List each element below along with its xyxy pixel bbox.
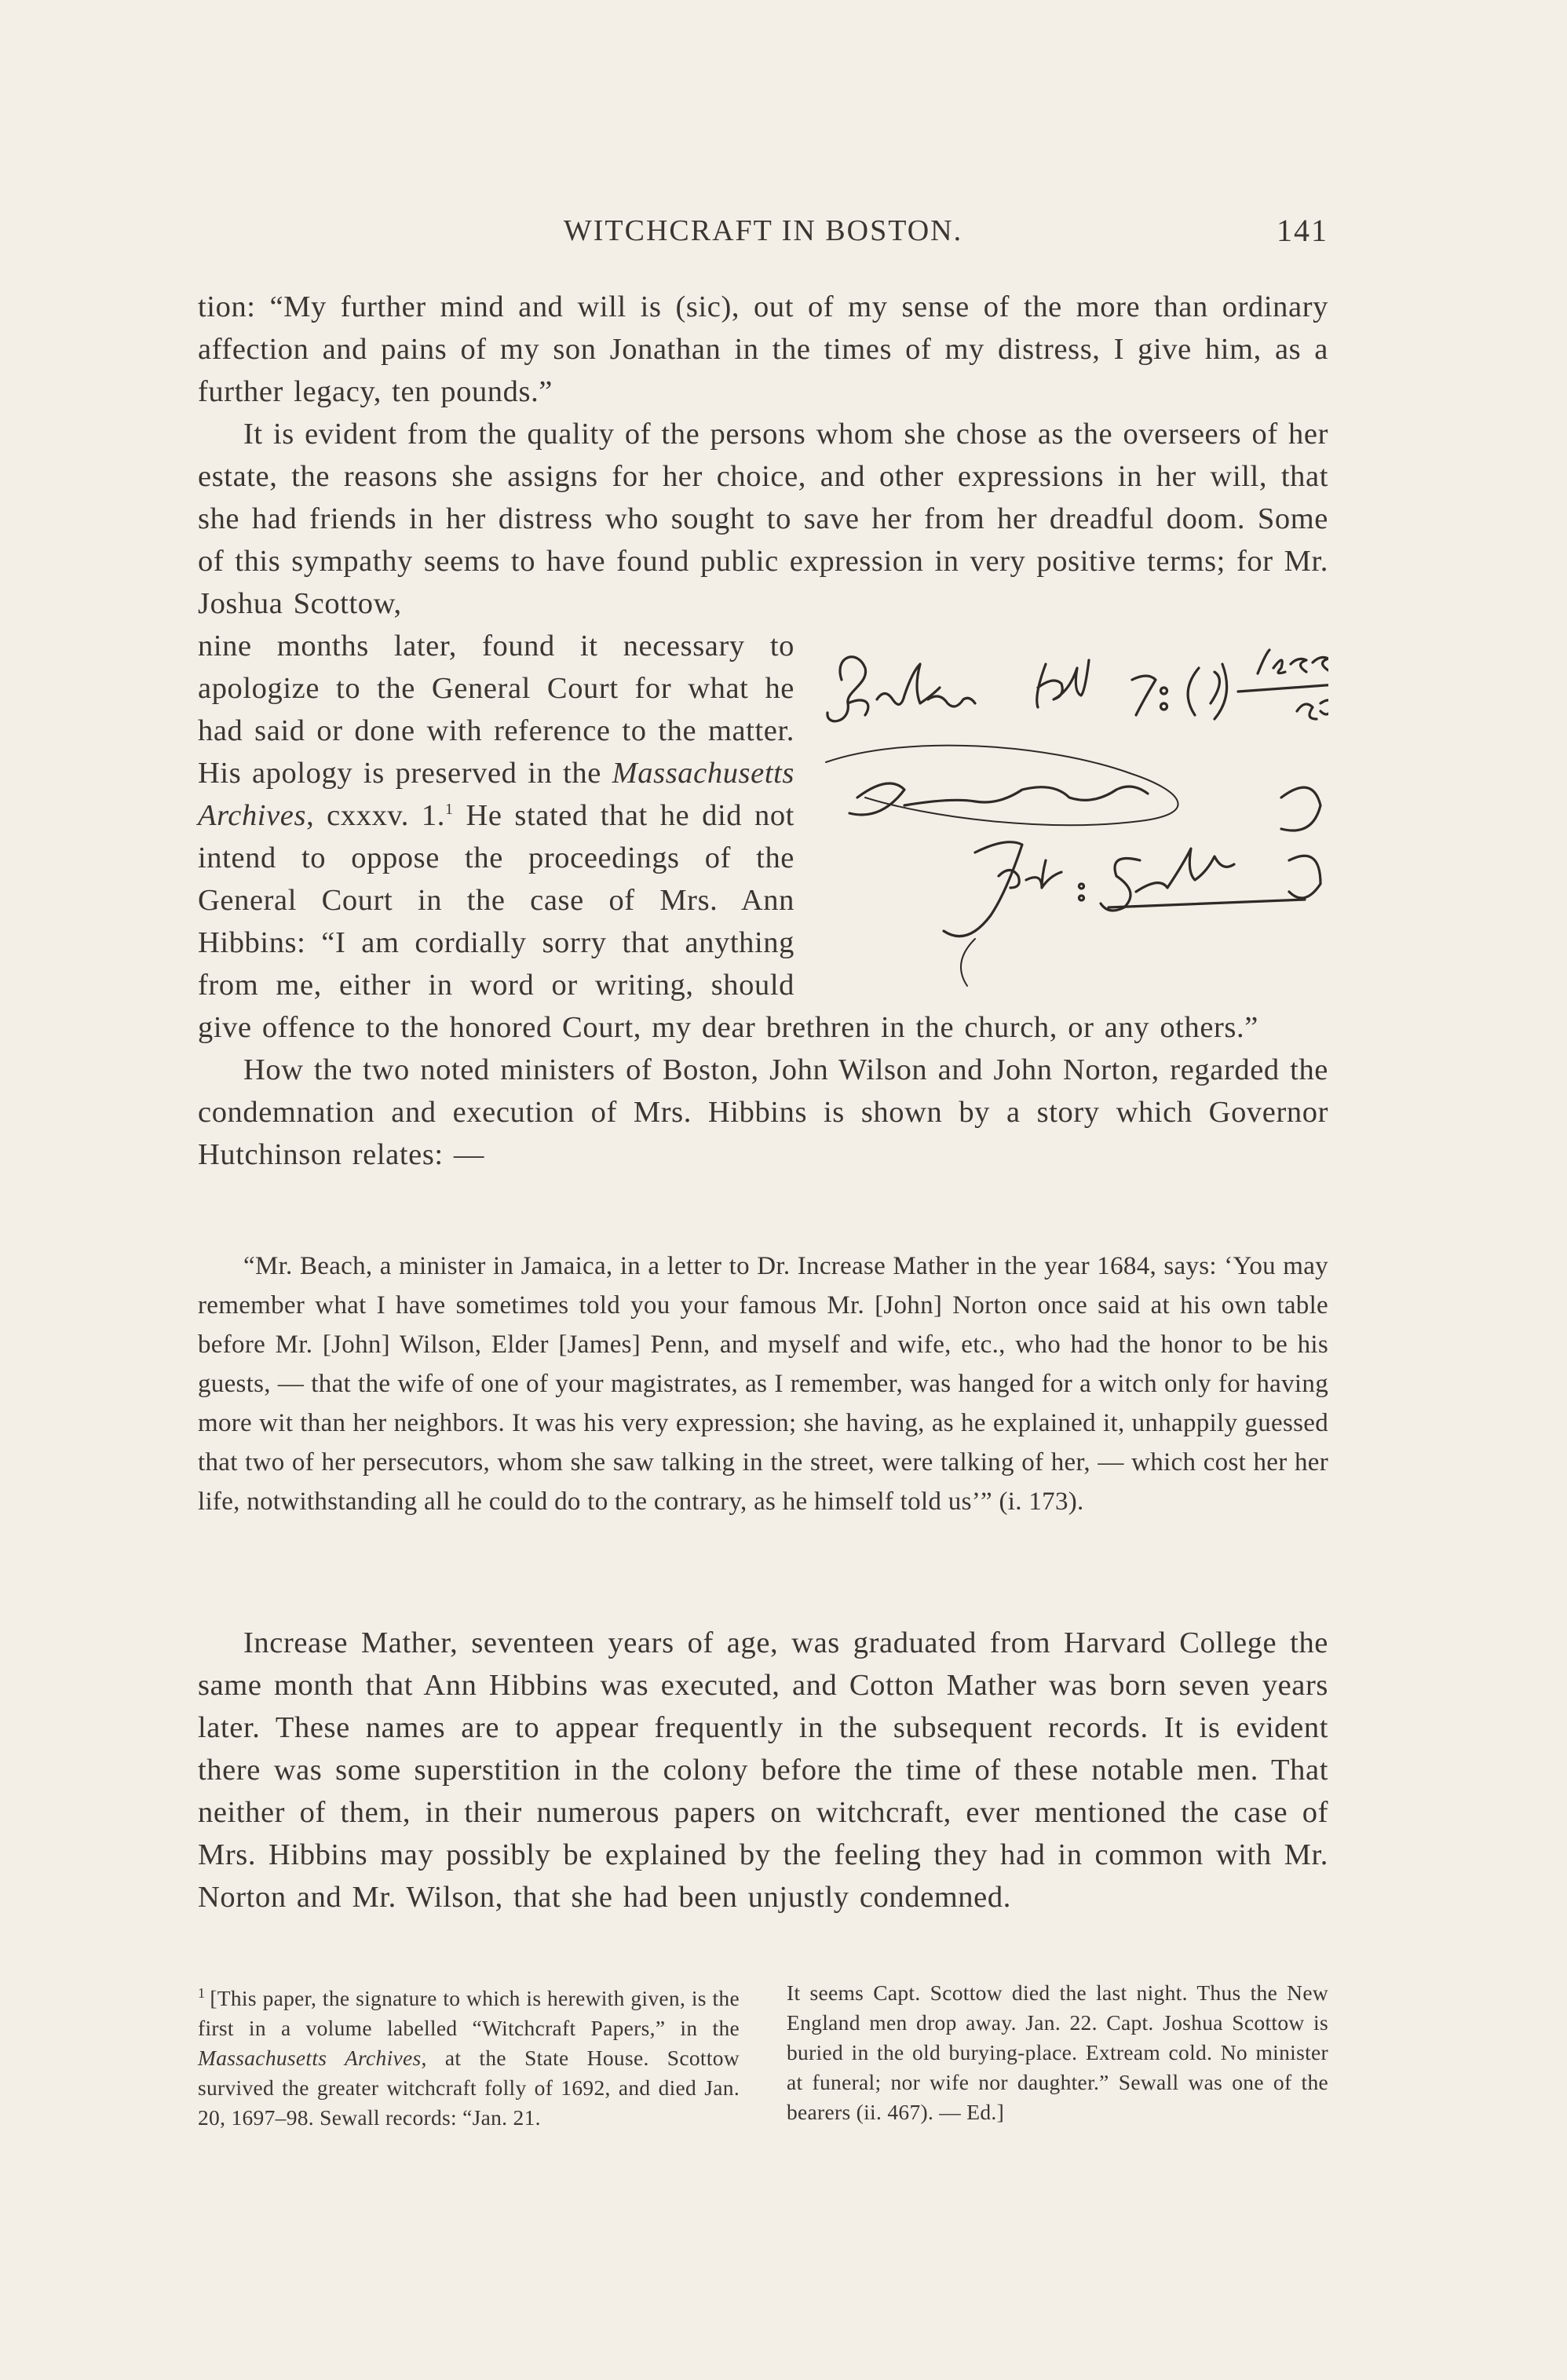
closing-paragraph-block: [198, 1622, 1328, 1918]
paragraph-will-continuation: tion: “My further mind and will is (sic), out of my sense of the more than ordinary affection and pains of my son Jonathan in the times of my distress, I give him, as a further legacy, ten pounds.”: [198, 290, 1328, 408]
paragraph-sympathy: It is evident from the quality of the persons whom she chose as the overseers of her estate, the reasons she assigns for her choice, and other expressions in her will, that she had friends in her distress who sought to save her from her dreadful doom. Some of this sympathy seems to have found public expression in very positive terms; for Mr. Joshua Scottow,: [198, 418, 1328, 620]
archives-title: Massachusetts Archives: [198, 757, 794, 832]
apology-text-a: nine months later, found it necessary to apologize to the General Court for what he had said or done with reference to the matter. His apology is preserved in the: [198, 630, 794, 790]
paragraph-ministers: How the two noted ministers of Boston, John Wilson and John Norton, regarded the condemnation and execution of Mrs. Hibbins is shown by a story which Governor Hutchinson relates: —: [198, 1053, 1328, 1171]
footnote-text-a: [This paper, the signature to which is herewith given, is the first in a volume labelled “Witchcraft Papers,” in the: [198, 1986, 740, 2041]
footnote-archives-title: Massachusetts Archives: [198, 2046, 422, 2071]
scottow-signature-image: [810, 625, 1328, 989]
footnote-text-b: , at the State House. Scottow survived the greater witchcraft folly of 1692, and died Jan. 20, 1697–98. Sewall records: “Jan. 21.: [198, 2046, 740, 2130]
running-title: WITCHCRAFT IN BOSTON.: [563, 214, 963, 247]
paragraph-mather: Increase Mather, seventeen years of age, was graduated from Harvard College the same month that Ann Hibbins was executed, and Cotton Mather was born seven years later. These names are to appear frequently in the subsequent records. It is evident there was some superstition in the colony before the time of these notable men. That neither of them, in their numerous papers on witchcraft, ever mentioned the case of Mrs. Hibbins may possibly be explained by the feeling they had in common with Mr. Norton and Mr. Wilson, that she had been unjustly condemned.: [198, 1626, 1328, 1914]
opening-paragraph-block: [198, 286, 1328, 625]
apology-text-b: He stated that he did not intend to oppose the proceedings of the General Court in the case of Mrs. Ann Hibbins: “I am cordially sorry that anything from me, either in word or writing, should give offence to the honored Court, my dear brethren in the church, or any others.”: [198, 799, 1258, 1044]
footnotes: [198, 1978, 1328, 2133]
apology-citation: , cxxxv. 1.: [306, 799, 445, 832]
signature-paragraph-block: [198, 625, 1328, 1176]
footnote-ref[interactable]: 1: [444, 801, 454, 819]
hutchinson-quote: [198, 1247, 1328, 1521]
footnote-marker: 1: [198, 1985, 206, 2001]
page-number: 141: [1277, 213, 1328, 248]
footnote-column-1: [198, 1978, 740, 2133]
page-header: [198, 206, 1328, 253]
quote-text: “Mr. Beach, a minister in Jamaica, in a letter to Dr. Increase Mather in the year 1684, says: ‘You may remember what I have sometimes told you your famous Mr. [John] Norton once said at his own table before Mr. [John] Wilson, Elder [James] Penn, and myself and wife, etc., who had the honor to be his guests, — that the wife of one of your magistrates, as I remember, was hanged for a witch only for having more wit than her neighbors. It was his very expression; she having, as he explained it, unhappily guessed that two of her persecutors, whom she saw talking in the street, were talking of her, — which cost her her life, notwithstanding all he could do to the contrary, as he himself told us’” (i. 173).: [198, 1252, 1328, 1516]
footnote-column-2: It seems Capt. Scottow died the last night. Thus the New England men drop away. Jan. 22. Capt. Joshua Scottow is buried in the old burying-place. Extream cold. No minister at funeral; nor wife nor daughter.” Sewall was one of the bearers (ii. 467). — Ed.]: [787, 1980, 1328, 2124]
